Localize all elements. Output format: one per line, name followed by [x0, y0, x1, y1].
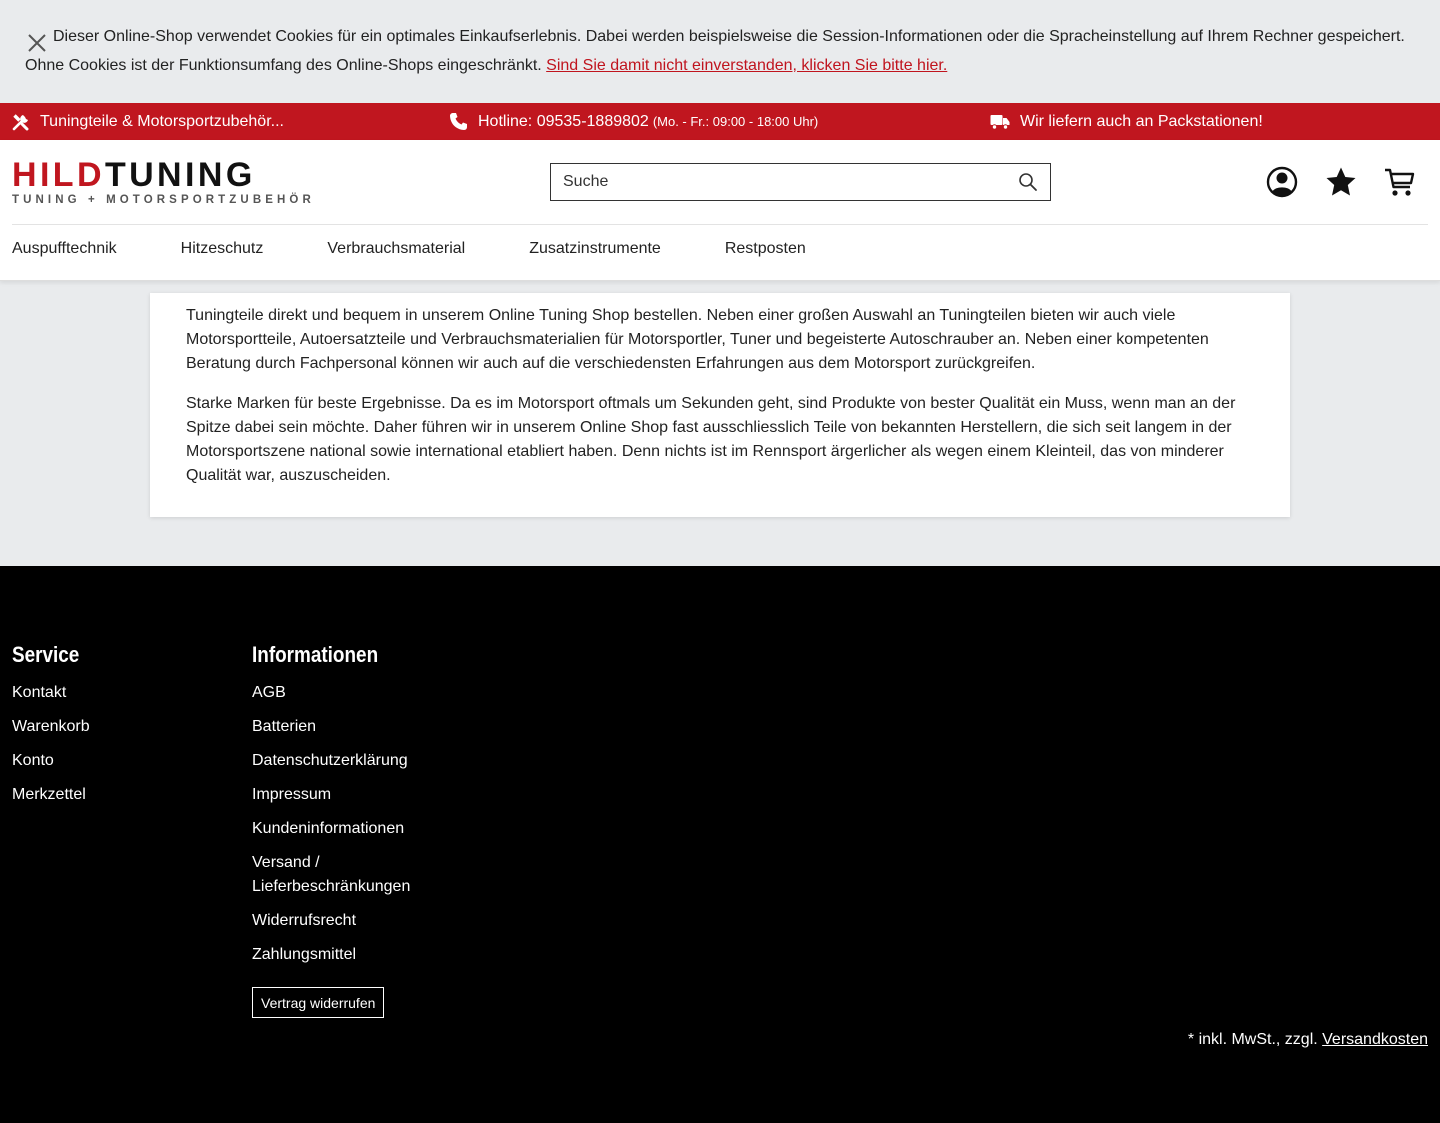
- footer-info-column: [252, 640, 422, 1018]
- nav-item-restposten[interactable]: Restposten: [724, 240, 806, 257]
- logo-wordmark: [12, 156, 348, 194]
- topbar-tuning[interactable]: [12, 103, 284, 140]
- topbar-delivery-label: Wir liefern auch an Packstationen!: [1020, 112, 1263, 130]
- phone-icon: [449, 112, 468, 131]
- cookie-banner: [0, 0, 1440, 103]
- site-header: [0, 140, 1440, 281]
- truck-icon: [990, 114, 1010, 130]
- tools-icon: [12, 113, 30, 131]
- logo-hild: HILD: [12, 156, 105, 194]
- search-icon[interactable]: [1018, 172, 1038, 192]
- star-icon[interactable]: [1325, 166, 1357, 198]
- footer-link-kundeninformationen[interactable]: Kundeninformationen: [252, 820, 405, 837]
- search-bar: [550, 163, 1051, 201]
- price-note-text: * inkl. MwSt., zzgl.: [1187, 1031, 1323, 1048]
- site-footer: [0, 566, 1440, 1123]
- logo[interactable]: [12, 156, 348, 206]
- footer-link-datenschutz[interactable]: Datenschutzerklärung: [252, 752, 408, 769]
- footer-link-merkzettel[interactable]: Merkzettel: [12, 786, 86, 803]
- footer-service-title: Service: [12, 642, 80, 667]
- footer-link-batterien[interactable]: Batterien: [252, 718, 317, 735]
- footer-price-note: [1188, 1028, 1428, 1052]
- topbar-hotline-label: Hotline: 09535-1889802: [478, 112, 649, 130]
- footer-service-column: [12, 640, 90, 817]
- logo-tagline: TUNING + MOTORSPORTZUBEHÖR: [12, 194, 315, 206]
- cart-icon[interactable]: [1384, 166, 1416, 198]
- shipping-costs-link[interactable]: Versandkosten: [1322, 1031, 1428, 1048]
- cookie-decline-link[interactable]: Sind Sie damit nicht einverstanden, klicken Sie bitte hier.: [546, 57, 948, 74]
- footer-link-zahlungsmittel[interactable]: Zahlungsmittel: [252, 946, 357, 963]
- withdraw-contract-button[interactable]: Vertrag widerrufen: [252, 987, 384, 1018]
- footer-link-widerrufsrecht[interactable]: Widerrufsrecht: [252, 912, 357, 929]
- cookie-text: Dieser Online-Shop verwendet Cookies für ein optimales Einkaufserlebnis. Dabei werden beispielsweise die Session-Informationen oder die Spracheinstellung auf Ihrem Rechner gespeichert. Ohne Cookies ist der Funktionsumfang des Online-Shops eingeschränkt.: [25, 28, 1405, 74]
- account-icon[interactable]: [1266, 166, 1298, 198]
- main-nav: [12, 240, 870, 258]
- intro-paragraph-2: Starke Marken für beste Ergebnisse. Da es im Motorsport oftmals um Sekunden geht, sind Produkte von bester Qualität ein Muss, wenn man an der Spitze dabei sein möchte. Daher führen wir in unserem Online Shop fast ausschliesslich Teile von bekannten Herstellern, die sich seit langem in der Motorsportszene national sowie international etabliert haben. Denn nichts ist im Rennsport ärgerlicher als wegen einem Kleinteil, das von minderer Qualität war, auszuscheiden.: [186, 395, 1236, 484]
- nav-divider: [12, 224, 1428, 225]
- footer-link-warenkorb[interactable]: Warenkorb: [12, 718, 90, 735]
- nav-item-verbrauchsmaterial[interactable]: Verbrauchsmaterial: [327, 240, 466, 257]
- intro-card: [150, 293, 1290, 517]
- nav-item-auspufftechnik[interactable]: Auspufftechnik: [12, 240, 117, 257]
- intro-paragraph-1: Tuningteile direkt und bequem in unserem Online Tuning Shop bestellen. Neben einer großen Auswahl an Tuningteilen bieten wir auch viele Motorsportteile, Autoersatzteile und Verbrauchsmaterialien für Motorsportler, Tuner und begeisterte Autoschrauber an. Neben einer kompetenten Beratung durch Fachpersonal können wir auch auf die verschiedensten Erfahrungen aus dem Motorsport zurückgreifen.: [186, 307, 1209, 372]
- topbar-hours: (Mo. - Fr.: 09:00 - 18:00 Uhr): [652, 114, 819, 129]
- topbar-tuning-label: Tuningteile & Motorsportzubehör...: [40, 112, 284, 130]
- footer-link-impressum[interactable]: Impressum: [252, 786, 332, 803]
- footer-link-kontakt[interactable]: Kontakt: [12, 684, 67, 701]
- nav-item-hitzeschutz[interactable]: Hitzeschutz: [180, 240, 264, 257]
- footer-link-agb[interactable]: AGB: [252, 684, 286, 701]
- footer-link-versand[interactable]: Versand / Lieferbeschränkungen: [252, 854, 411, 895]
- footer-info-title: Informationen: [252, 642, 379, 667]
- cookie-message: [25, 22, 1420, 80]
- logo-tuning: TUNING: [104, 156, 256, 194]
- top-info-bar: [0, 103, 1440, 140]
- topbar-delivery[interactable]: [990, 103, 1263, 140]
- nav-item-zusatzinstrumente[interactable]: Zusatzinstrumente: [529, 240, 661, 257]
- footer-link-konto[interactable]: Konto: [12, 752, 54, 769]
- topbar-hotline[interactable]: [449, 103, 818, 140]
- search-input[interactable]: [551, 165, 1001, 199]
